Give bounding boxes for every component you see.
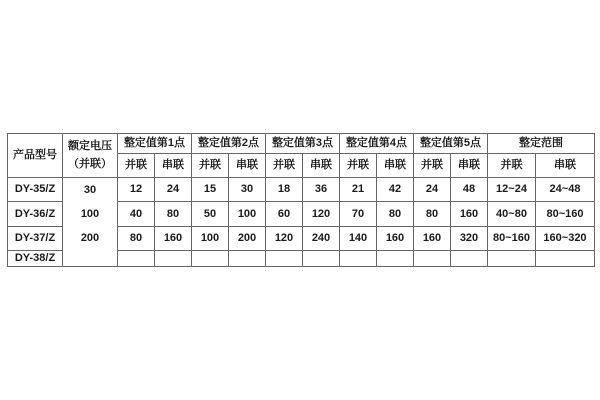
subheader-series-2: 串联 bbox=[229, 154, 266, 178]
col-header-range: 整定范围 bbox=[488, 134, 595, 154]
value-cell: 140 bbox=[340, 226, 377, 250]
rated-voltage-line1: 额定电压 bbox=[68, 139, 112, 152]
voltage-value: 200 bbox=[80, 232, 100, 244]
value-cell: 320 bbox=[451, 226, 488, 250]
value-cell: 24 bbox=[155, 178, 192, 202]
col-header-point-5: 整定值第5点 bbox=[414, 134, 488, 154]
value-cell bbox=[192, 250, 229, 266]
voltage-merged-cell bbox=[63, 178, 118, 267]
model-cell: DY-35/Z bbox=[8, 178, 63, 202]
value-cell: 200 bbox=[229, 226, 266, 250]
model-cell: DY-38/Z bbox=[8, 250, 63, 266]
range-series-cell bbox=[536, 250, 595, 266]
value-cell bbox=[229, 250, 266, 266]
model-cell: DY-37/Z bbox=[8, 226, 63, 250]
col-header-point-3: 整定值第3点 bbox=[266, 134, 340, 154]
voltage-values bbox=[63, 178, 117, 266]
value-cell: 240 bbox=[303, 226, 340, 250]
subheader-parallel-3: 并联 bbox=[266, 154, 303, 178]
value-cell bbox=[303, 250, 340, 266]
subheader-parallel-range: 并联 bbox=[488, 154, 536, 178]
range-parallel-cell bbox=[488, 250, 536, 266]
value-cell: 80 bbox=[377, 202, 414, 226]
col-header-rated-voltage bbox=[63, 134, 118, 178]
value-cell: 24 bbox=[414, 178, 451, 202]
value-cell: 48 bbox=[451, 178, 488, 202]
range-parallel-cell: 12~24 bbox=[488, 178, 536, 202]
voltage-empty-space bbox=[63, 250, 117, 266]
value-cell: 60 bbox=[266, 202, 303, 226]
col-header-point-2: 整定值第2点 bbox=[192, 134, 266, 154]
value-cell: 80 bbox=[118, 226, 155, 250]
subheader-parallel-1: 并联 bbox=[118, 154, 155, 178]
value-cell bbox=[266, 250, 303, 266]
value-cell: 36 bbox=[303, 178, 340, 202]
value-cell bbox=[414, 250, 451, 266]
subheader-parallel-4: 并联 bbox=[340, 154, 377, 178]
rated-voltage-line2: （并联） bbox=[68, 157, 112, 170]
subheader-parallel-5: 并联 bbox=[414, 154, 451, 178]
voltage-value: 100 bbox=[80, 208, 100, 220]
subheader-series-range: 串联 bbox=[536, 154, 595, 178]
subheader-series-3: 串联 bbox=[303, 154, 340, 178]
value-cell bbox=[155, 250, 192, 266]
value-cell: 70 bbox=[340, 202, 377, 226]
subheader-series-4: 串联 bbox=[377, 154, 414, 178]
col-header-point-4: 整定值第4点 bbox=[340, 134, 414, 154]
value-cell: 160 bbox=[451, 202, 488, 226]
value-cell bbox=[340, 250, 377, 266]
value-cell: 120 bbox=[303, 202, 340, 226]
value-cell bbox=[118, 250, 155, 266]
value-cell: 18 bbox=[266, 178, 303, 202]
value-cell bbox=[377, 250, 414, 266]
value-cell bbox=[451, 250, 488, 266]
value-cell: 30 bbox=[229, 178, 266, 202]
value-cell: 100 bbox=[192, 226, 229, 250]
subheader-parallel-2: 并联 bbox=[192, 154, 229, 178]
value-cell: 160 bbox=[414, 226, 451, 250]
spec-table bbox=[7, 133, 595, 267]
value-cell: 42 bbox=[377, 178, 414, 202]
value-cell: 21 bbox=[340, 178, 377, 202]
subheader-series-1: 串联 bbox=[155, 154, 192, 178]
value-cell: 80 bbox=[414, 202, 451, 226]
range-parallel-cell: 80~160 bbox=[488, 226, 536, 250]
col-header-product-model: 产品型号 bbox=[8, 134, 63, 178]
value-cell: 100 bbox=[229, 202, 266, 226]
range-series-cell: 160~320 bbox=[536, 226, 595, 250]
value-cell: 15 bbox=[192, 178, 229, 202]
value-cell: 160 bbox=[377, 226, 414, 250]
value-cell: 160 bbox=[155, 226, 192, 250]
value-cell: 50 bbox=[192, 202, 229, 226]
range-series-cell: 80~160 bbox=[536, 202, 595, 226]
range-series-cell: 24~48 bbox=[536, 178, 595, 202]
voltage-value: 30 bbox=[83, 184, 97, 196]
range-parallel-cell: 40~80 bbox=[488, 202, 536, 226]
value-cell: 12 bbox=[118, 178, 155, 202]
value-cell: 120 bbox=[266, 226, 303, 250]
header-row-groups bbox=[8, 134, 595, 154]
table-row-dy35z bbox=[8, 178, 595, 202]
subheader-series-5: 串联 bbox=[451, 154, 488, 178]
col-header-point-1: 整定值第1点 bbox=[118, 134, 192, 154]
model-cell: DY-36/Z bbox=[8, 202, 63, 226]
value-cell: 80 bbox=[155, 202, 192, 226]
value-cell: 40 bbox=[118, 202, 155, 226]
